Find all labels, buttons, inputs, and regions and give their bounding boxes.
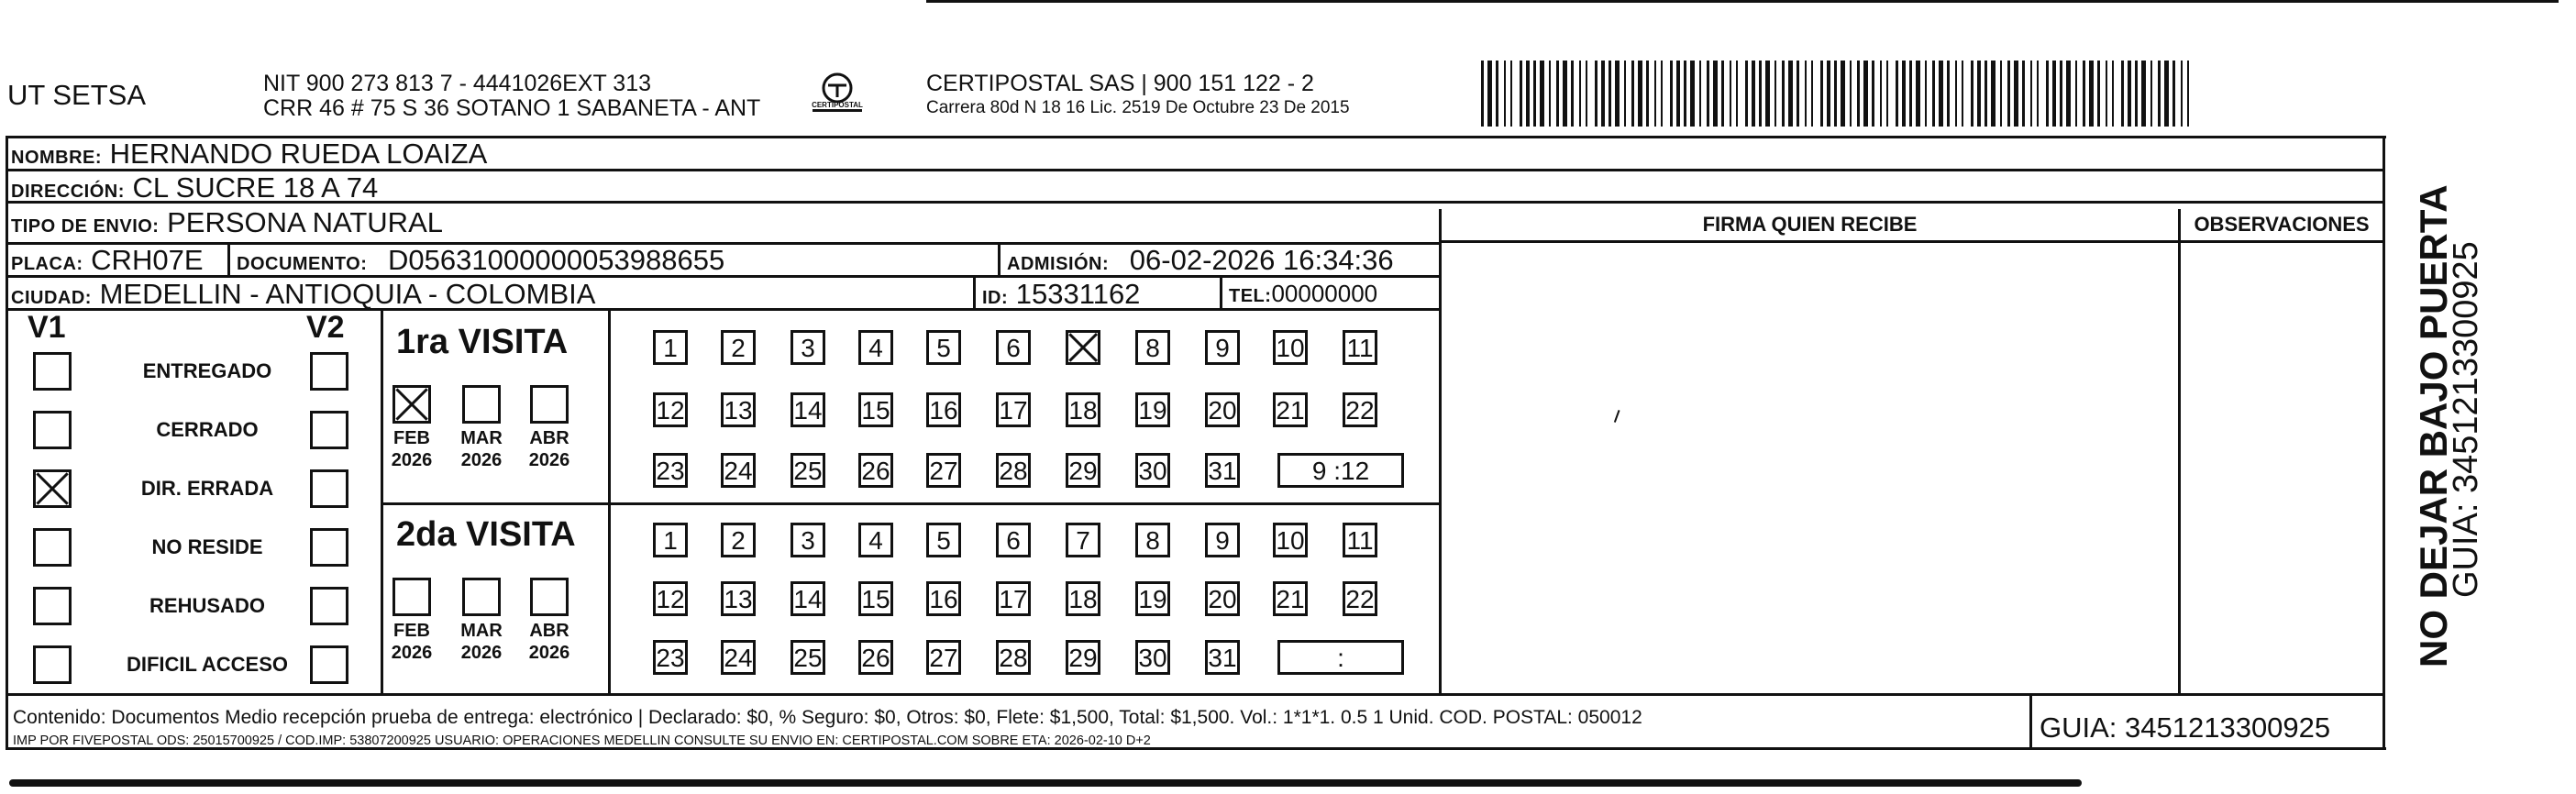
carrier-logo-text: CERTIPOSTAL (812, 101, 863, 109)
month-checkbox[interactable] (392, 385, 431, 424)
month-label (522, 620, 577, 664)
month-year: 2026 (460, 643, 503, 663)
nombre-row (11, 138, 487, 171)
barcode (1481, 61, 2201, 127)
documento-row (237, 244, 724, 277)
month-name: ABR (529, 428, 569, 448)
day-box-8[interactable]: 8 (1135, 523, 1170, 557)
day-box-24[interactable]: 24 (721, 640, 756, 675)
observaciones-header: OBSERVACIONES (2194, 213, 2370, 236)
status-label: DIFICIL ACCESO (126, 653, 288, 676)
month-checkbox[interactable] (530, 385, 569, 424)
month-checkbox[interactable] (392, 578, 431, 616)
day-box-9[interactable]: 9 (1205, 330, 1240, 365)
day-box-17[interactable]: 17 (996, 581, 1031, 616)
v1-checkbox[interactable] (33, 469, 72, 508)
v2-checkbox[interactable] (310, 645, 348, 684)
day-box-30[interactable]: 30 (1135, 453, 1170, 488)
div-visit-left (381, 308, 383, 693)
tipo-value: PERSONA NATURAL (167, 206, 443, 238)
day-box-28[interactable]: 28 (996, 453, 1031, 488)
day-box-18[interactable]: 18 (1066, 581, 1100, 616)
month-name: MAR (460, 428, 503, 448)
status-label: REHUSADO (149, 594, 265, 617)
day-box-10[interactable]: 10 (1273, 330, 1308, 365)
day-box-13[interactable]: 13 (721, 392, 756, 427)
side-guia: GUIA: 3451213300925 (2447, 241, 2485, 598)
day-box-27[interactable]: 27 (926, 453, 961, 488)
footer-guia: GUIA: 3451213300925 (2040, 711, 2331, 744)
month-year: 2026 (391, 450, 433, 470)
carrier-name: CERTIPOSTAL SAS | 900 151 122 - 2 (926, 71, 1314, 96)
day-box-1[interactable]: 1 (653, 330, 688, 365)
v2-checkbox[interactable] (310, 469, 348, 508)
first-visit-title: 1ra VISITA (396, 323, 569, 361)
day-box-20[interactable]: 20 (1205, 581, 1240, 616)
day-box-7[interactable]: 7 (1066, 523, 1100, 557)
day-box-16[interactable]: 16 (926, 581, 961, 616)
day-box-1[interactable]: 1 (653, 523, 688, 557)
day-box-12[interactable]: 12 (653, 392, 688, 427)
day-box-6[interactable]: 6 (996, 330, 1031, 365)
id-row (982, 278, 1140, 311)
carrier-logo (807, 70, 868, 121)
visit-time-box[interactable]: 9 :12 (1277, 453, 1404, 488)
month-year: 2026 (528, 643, 570, 663)
day-box-13[interactable]: 13 (721, 581, 756, 616)
day-box-2[interactable]: 2 (721, 523, 756, 557)
v1-checkbox[interactable] (33, 352, 72, 391)
month-name: FEB (393, 428, 430, 448)
month-label (522, 427, 577, 471)
ciudad-row (11, 278, 595, 311)
month-label (384, 620, 439, 664)
tel-value: 00000000 (1271, 280, 1378, 307)
status-label: NO RESIDE (151, 535, 263, 558)
day-box-16[interactable]: 16 (926, 392, 961, 427)
v2-checkbox[interactable] (310, 411, 348, 449)
tipo-label: TIPO DE ENVIO: (11, 216, 160, 237)
v1-checkbox[interactable] (33, 411, 72, 449)
day-box-7[interactable] (1066, 330, 1100, 365)
v2-checkbox[interactable] (310, 528, 348, 567)
div-days-left (608, 308, 611, 693)
month-name: FEB (393, 621, 430, 641)
month-name: MAR (460, 621, 503, 641)
month-name: ABR (529, 621, 569, 641)
top-edge-line (926, 0, 2559, 3)
placa-value: CRH07E (91, 244, 204, 276)
frame-right-outer (2383, 693, 2385, 750)
month-checkbox[interactable] (530, 578, 569, 616)
day-box-22[interactable]: 22 (1343, 392, 1377, 427)
month-checkbox[interactable] (462, 578, 501, 616)
day-box-12[interactable]: 12 (653, 581, 688, 616)
day-box-27[interactable]: 27 (926, 640, 961, 675)
day-box-26[interactable]: 26 (858, 453, 893, 488)
day-box-23[interactable]: 23 (653, 640, 688, 675)
status-label: CERRADO (156, 418, 259, 441)
status-label: DIR. ERRADA (140, 477, 274, 500)
id-value: 15331162 (1015, 278, 1141, 310)
direccion-label: DIRECCIÓN: (11, 182, 125, 202)
direccion-value: CL SUCRE 18 A 74 (132, 171, 379, 204)
company-name: UT SETSA (7, 79, 147, 111)
day-box-11[interactable]: 11 (1343, 523, 1377, 557)
day-box-29[interactable]: 29 (1066, 453, 1100, 488)
day-box-4[interactable]: 4 (858, 523, 893, 557)
div-visits-middle (381, 502, 1442, 505)
div-signature-left (1439, 209, 1442, 695)
v2-checkbox[interactable] (310, 587, 348, 625)
documento-value: D05631000000053988655 (388, 244, 725, 276)
day-box-24[interactable]: 24 (721, 453, 756, 488)
tipo-row (11, 206, 443, 239)
footer-content-line: Contenido: Documentos Medio recepción prueba de entrega: electrónico | Declarado: $0, % Seguro: $0, Otros: $0, Flete: $1,500, Total: $1,500. Vol.: 1*1*1. 0.5 1 Unid. COD. POSTAL: 050012 (13, 707, 1642, 728)
day-box-8[interactable]: 8 (1135, 330, 1170, 365)
day-box-3[interactable]: 3 (790, 330, 825, 365)
v1-checkbox[interactable] (33, 645, 72, 684)
v1-header: V1 (28, 310, 66, 345)
day-box-14[interactable]: 14 (790, 392, 825, 427)
placa-label: PLACA: (11, 254, 83, 274)
day-box-5[interactable]: 5 (926, 523, 961, 557)
month-label (384, 427, 439, 471)
day-box-23[interactable]: 23 (653, 453, 688, 488)
day-box-19[interactable]: 19 (1135, 392, 1170, 427)
id-label: ID: (982, 288, 1009, 308)
v1-checkbox[interactable] (33, 528, 72, 567)
day-box-31[interactable]: 31 (1205, 453, 1240, 488)
v2-header: V2 (306, 310, 345, 345)
frame-right-inner (2383, 136, 2385, 693)
day-box-31[interactable]: 31 (1205, 640, 1240, 675)
day-box-15[interactable]: 15 (858, 392, 893, 427)
div-placa (227, 242, 230, 277)
day-box-9[interactable]: 9 (1205, 523, 1240, 557)
company-nit: NIT 900 273 813 7 - 4441026EXT 313 (263, 71, 652, 96)
div-footer-guia (2029, 693, 2032, 750)
day-box-21[interactable]: 21 (1273, 581, 1308, 616)
footer-top-line (6, 693, 2384, 696)
month-label (454, 427, 509, 471)
visit-time-box[interactable]: : (1277, 640, 1404, 675)
day-box-18[interactable]: 18 (1066, 392, 1100, 427)
documento-label: DOCUMENTO: (237, 254, 368, 274)
admision-label: ADMISIÓN: (1007, 254, 1110, 274)
day-box-6[interactable]: 6 (996, 523, 1031, 557)
month-checkbox[interactable] (462, 385, 501, 424)
firma-header: FIRMA QUIEN RECIBE (1702, 213, 1918, 236)
tel-label: TEL: (1229, 286, 1272, 306)
day-box-14[interactable]: 14 (790, 581, 825, 616)
v2-checkbox[interactable] (310, 352, 348, 391)
company-address: CRR 46 # 75 S 36 SOTANO 1 SABANETA - ANT (263, 95, 761, 121)
placa-row (11, 244, 204, 277)
footer-print-line: IMP POR FIVEPOSTAL ODS: 25015700925 / COD.IMP: 53807200925 USUARIO: OPERACIONES MEDELLIN CONSULTE SU ENVIO EN: CERTIPOSTAL.COM SOBRE ETA: 2026-02-10 D+2 (13, 733, 1151, 748)
carrier-address: Carrera 80d N 18 16 Lic. 2519 De Octubre 23 De 2015 (926, 98, 1350, 117)
signature-mark (1614, 410, 1625, 425)
bottom-edge-line (9, 779, 2082, 787)
day-box-22[interactable]: 22 (1343, 581, 1377, 616)
day-box-3[interactable]: 3 (790, 523, 825, 557)
day-box-28[interactable]: 28 (996, 640, 1031, 675)
div-signature-header (1439, 240, 2384, 243)
day-box-29[interactable]: 29 (1066, 640, 1100, 675)
direccion-row (11, 171, 378, 204)
div-admision (998, 242, 1001, 277)
div-id (973, 275, 976, 310)
day-box-17[interactable]: 17 (996, 392, 1031, 427)
month-year: 2026 (391, 643, 433, 663)
no-dejar-bajo-puerta: NO DEJAR BAJO PUERTA (2412, 184, 2455, 667)
second-visit-title: 2da VISITA (396, 515, 576, 554)
day-box-10[interactable]: 10 (1273, 523, 1308, 557)
div-observ-left (2178, 209, 2181, 695)
day-box-2[interactable]: 2 (721, 330, 756, 365)
admision-value: 06-02-2026 16:34:36 (1129, 244, 1394, 276)
ciudad-label: CIUDAD: (11, 288, 92, 308)
div-tel (1220, 275, 1222, 310)
tel-row (1229, 280, 1377, 308)
day-box-25[interactable]: 25 (790, 453, 825, 488)
day-box-15[interactable]: 15 (858, 581, 893, 616)
day-box-19[interactable]: 19 (1135, 581, 1170, 616)
nombre-value: HERNANDO RUEDA LOAIZA (109, 138, 488, 170)
day-box-21[interactable]: 21 (1273, 392, 1308, 427)
ciudad-value: MEDELLIN - ANTIOQUIA - COLOMBIA (99, 278, 596, 310)
day-box-26[interactable]: 26 (858, 640, 893, 675)
day-box-11[interactable]: 11 (1343, 330, 1377, 365)
month-year: 2026 (460, 450, 503, 470)
status-label: ENTREGADO (142, 359, 272, 382)
month-label (454, 620, 509, 664)
v1-checkbox[interactable] (33, 587, 72, 625)
day-box-25[interactable]: 25 (790, 640, 825, 675)
admision-row (1007, 244, 1394, 277)
nombre-label: NOMBRE: (11, 148, 103, 168)
day-box-20[interactable]: 20 (1205, 392, 1240, 427)
month-year: 2026 (528, 450, 570, 470)
frame-left (6, 136, 8, 748)
day-box-30[interactable]: 30 (1135, 640, 1170, 675)
day-box-5[interactable]: 5 (926, 330, 961, 365)
day-box-4[interactable]: 4 (858, 330, 893, 365)
